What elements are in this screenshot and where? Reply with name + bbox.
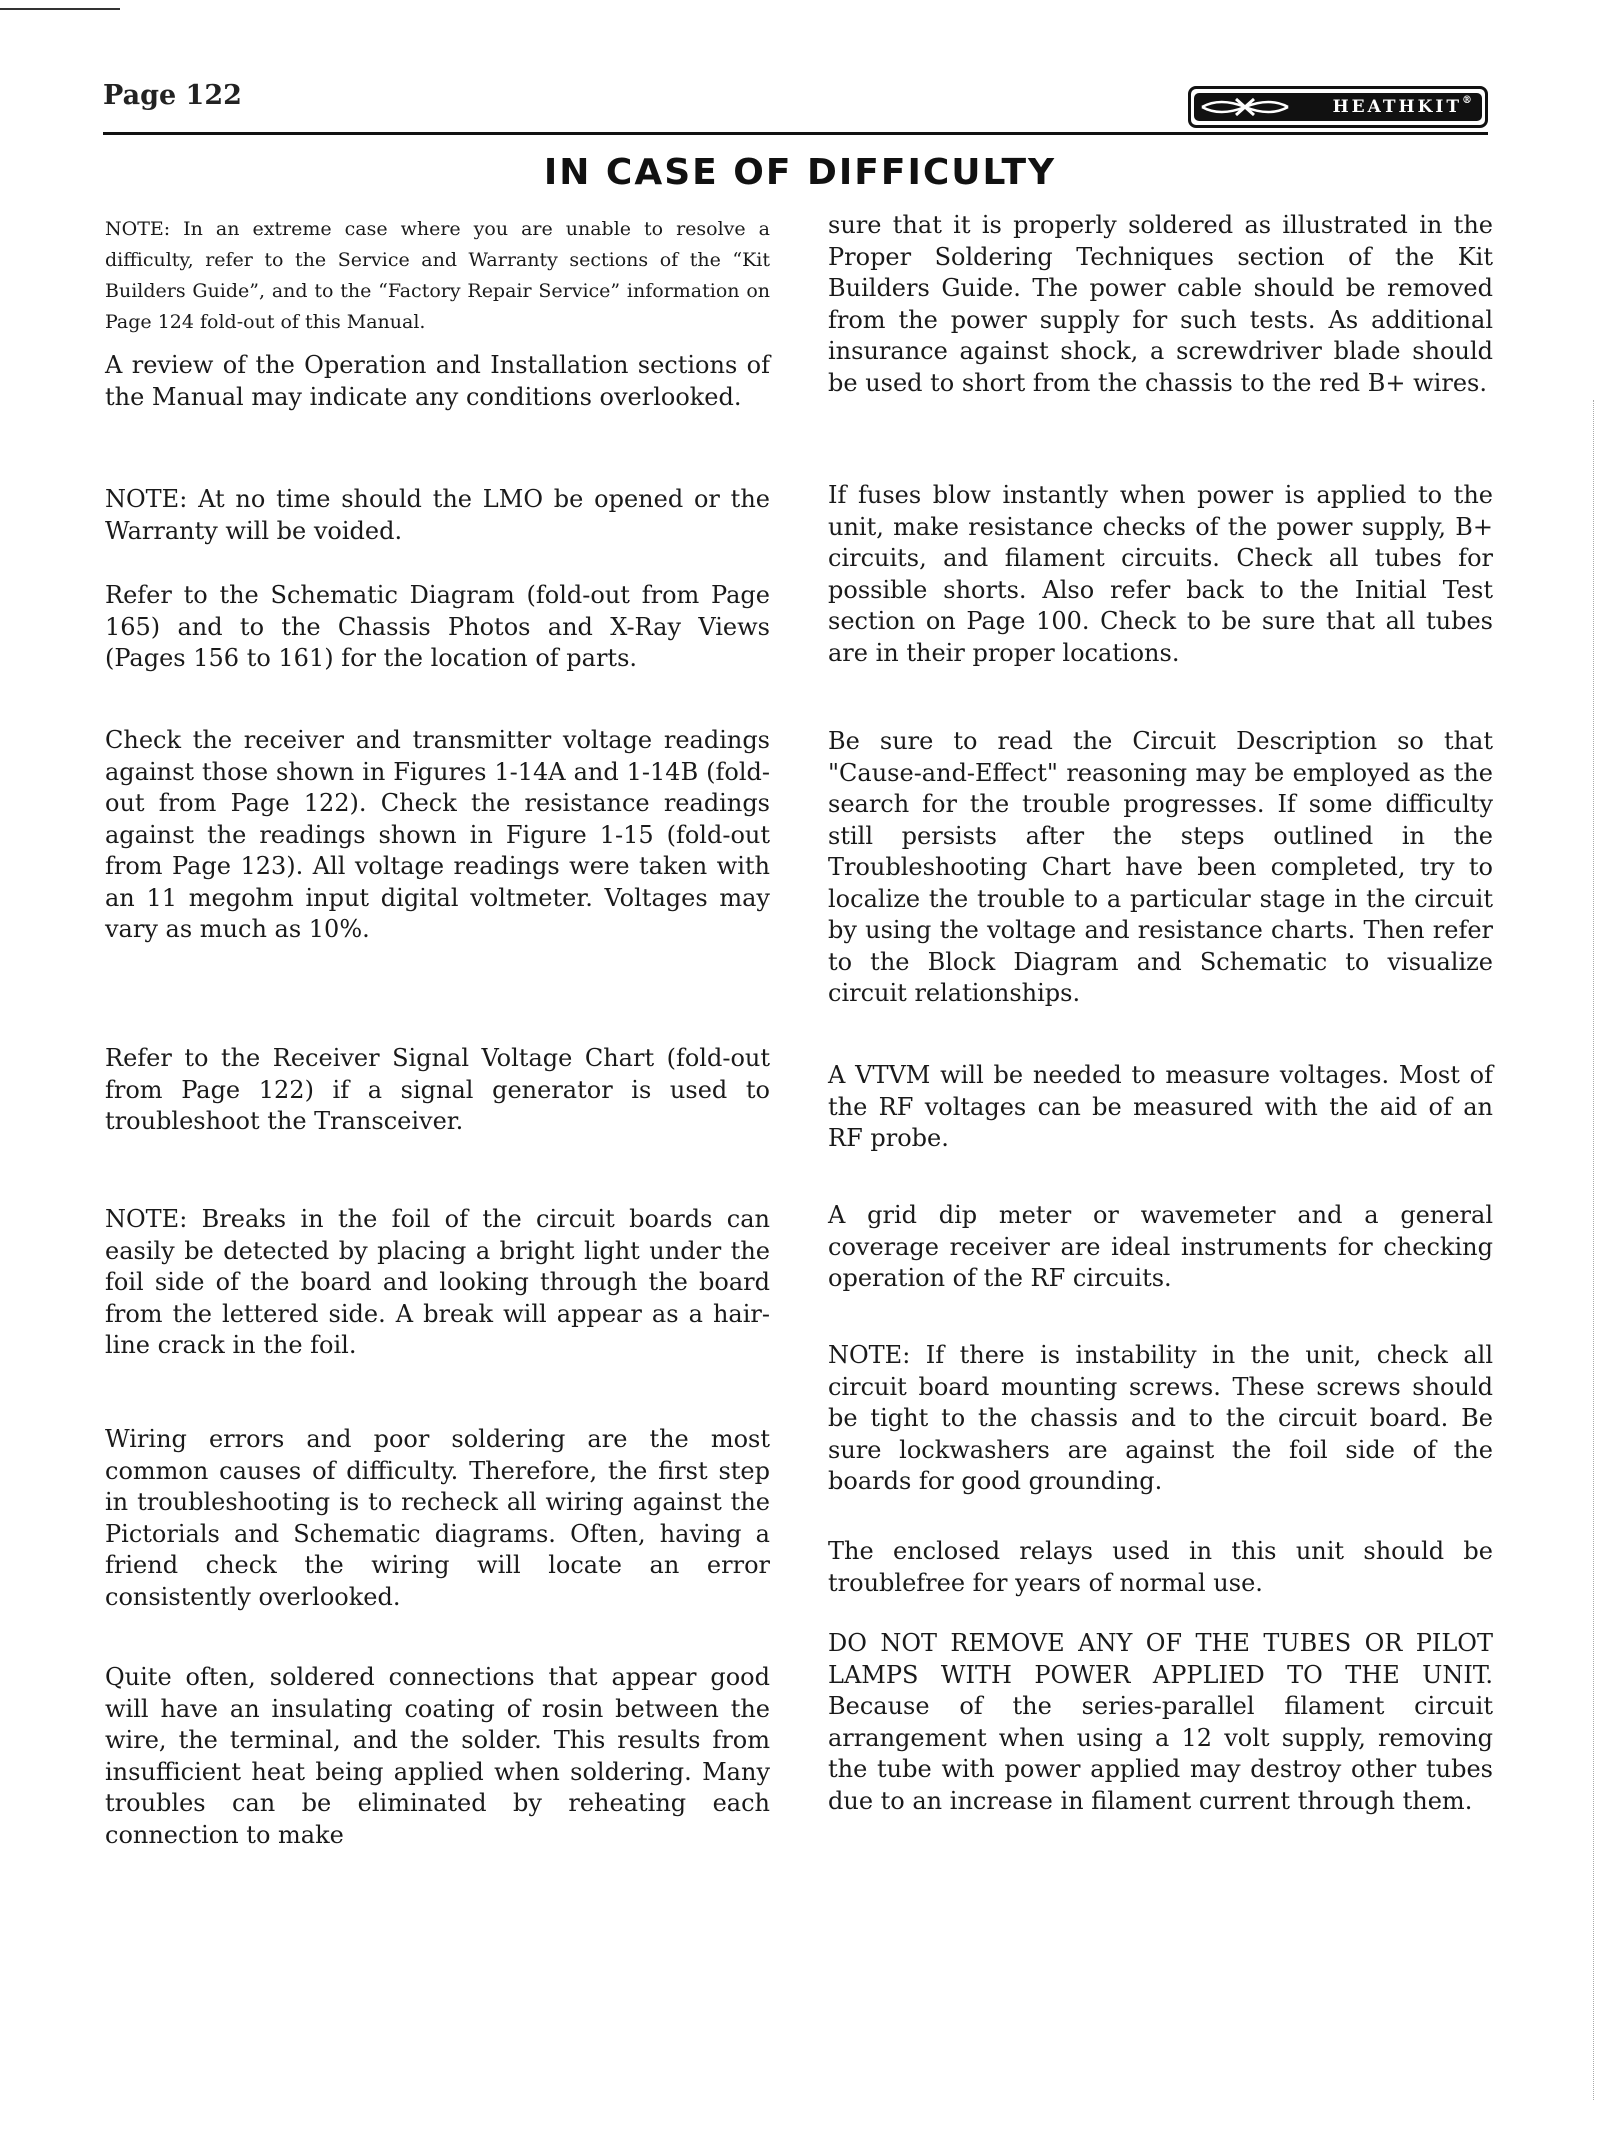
logo-registered-mark: ® <box>1462 95 1472 106</box>
logo-text: HEATHKIT <box>1332 97 1462 117</box>
paragraph-soldering-continued: sure that it is properly soldered as illustrated in the Proper Soldering Techniques section of the Kit Builders Guide. The power cable should be removed from the power supply for such tests. As additional insurance against shock, a screwdriver blade should be used to short from the chassis to the red B+ wires. <box>828 211 1493 397</box>
scan-edge-rule <box>0 8 120 10</box>
paragraph-fuses: If fuses blow instantly when power is applied to the unit, make resistance checks of the power supply, B+ circuits, and filament circuits. Check all tubes for possible shorts. Also refer back to the Initial Test section on Page 100. Check to be sure that all tubes are in their proper locations. <box>828 481 1493 667</box>
note-instability: NOTE: If there is instability in the unit, check all circuit board mounting screws. These screws should be tight to the chassis and to the circuit board. Be sure lockwashers are against the foil side of the boards for good grounding. <box>828 1341 1493 1495</box>
warning-tubes: DO NOT REMOVE ANY OF THE TUBES OR PILOT LAMPS WITH POWER APPLIED TO THE UNIT. Because of the series-parallel filament circuit arrangement when using a 12 volt supply, removing the tube with power applied may destroy other tubes due to an increase in filament current through them. <box>828 1629 1493 1815</box>
note-foil-breaks: NOTE: Breaks in the foil of the circuit boards can easily be detected by placing a bright light under the foil side of the board and looking through the board from the lettered side. A break will appear as a hair-line crack in the foil. <box>105 1205 770 1359</box>
paragraph-soldered-connections: Quite often, soldered connections that appear good will have an insulating coating of rosin between the wire, the terminal, and the solder. This results from insufficient heat being applied when soldering. Many troubles can be eliminated by reheating each connection to make <box>105 1663 770 1849</box>
paragraph-schematic: Refer to the Schematic Diagram (fold-out from Page 165) and to the Chassis Photos and X-Ray Views (Pages 156 to 161) for the location of parts. <box>105 581 770 672</box>
paragraph-vtvm: A VTVM will be needed to measure voltages. Most of the RF voltages can be measured with the aid of an RF probe. <box>828 1061 1493 1152</box>
heathkit-emblem-icon <box>1200 95 1290 119</box>
paragraph-voltage-readings: Check the receiver and transmitter voltage readings against those shown in Figures 1-14A and 1-14B (fold-out from Page 122). Check the resistance readings against the readings shown in Figure 1-15 (fold-out from Page 123). All voltage readings were taken with an 11 megohm input digital voltmeter. Voltages may vary as much as 10%. <box>105 726 770 943</box>
paragraph-relays: The enclosed relays used in this unit should be troublefree for years of normal use. <box>828 1537 1493 1597</box>
page-header <box>103 76 1488 135</box>
heathkit-logo <box>1188 86 1488 128</box>
paragraph-wiring-errors: Wiring errors and poor soldering are the most common causes of difficulty. Therefore, the first step in troubleshooting is to recheck all wiring against the Pictorials and Schematic diagrams. Often, having a friend check the wiring will locate an error consistently overlooked. <box>105 1425 770 1611</box>
page-title: IN CASE OF DIFFICULTY <box>543 152 1057 193</box>
note-lmo: NOTE: At no time should the LMO be opened or the Warranty will be voided. <box>105 485 770 545</box>
paragraph-review: A review of the Operation and Installation sections of the Manual may indicate any conditions overlooked. <box>105 351 770 411</box>
page-number: Page 122 <box>103 80 242 111</box>
scan-page-edge <box>1593 400 1600 2100</box>
note-extreme-case: NOTE: In an extreme case where you are unable to resolve a difficulty, refer to the Service and Warranty sections of the “Kit Builders Guide”, and to the “Factory Repair Service” information on Page 124 fold-out of this Manual. <box>105 218 770 333</box>
paragraph-signal-chart: Refer to the Receiver Signal Voltage Chart (fold-out from Page 122) if a signal generator is used to troubleshoot the Transceiver. <box>105 1044 770 1135</box>
paragraph-grid-dip-meter: A grid dip meter or wavemeter and a general coverage receiver are ideal instruments for checking operation of the RF circuits. <box>828 1201 1493 1292</box>
paragraph-circuit-description: Be sure to read the Circuit Description so that "Cause-and-Effect" reasoning may be employed as the search for the trouble progresses. If some difficulty still persists after the steps outlined in the Troubleshooting Chart have been completed, try to localize the trouble to a particular stage in the circuit by using the voltage and resistance charts. Then refer to the Block Diagram and Schematic to visualize circuit relationships. <box>828 727 1493 1007</box>
